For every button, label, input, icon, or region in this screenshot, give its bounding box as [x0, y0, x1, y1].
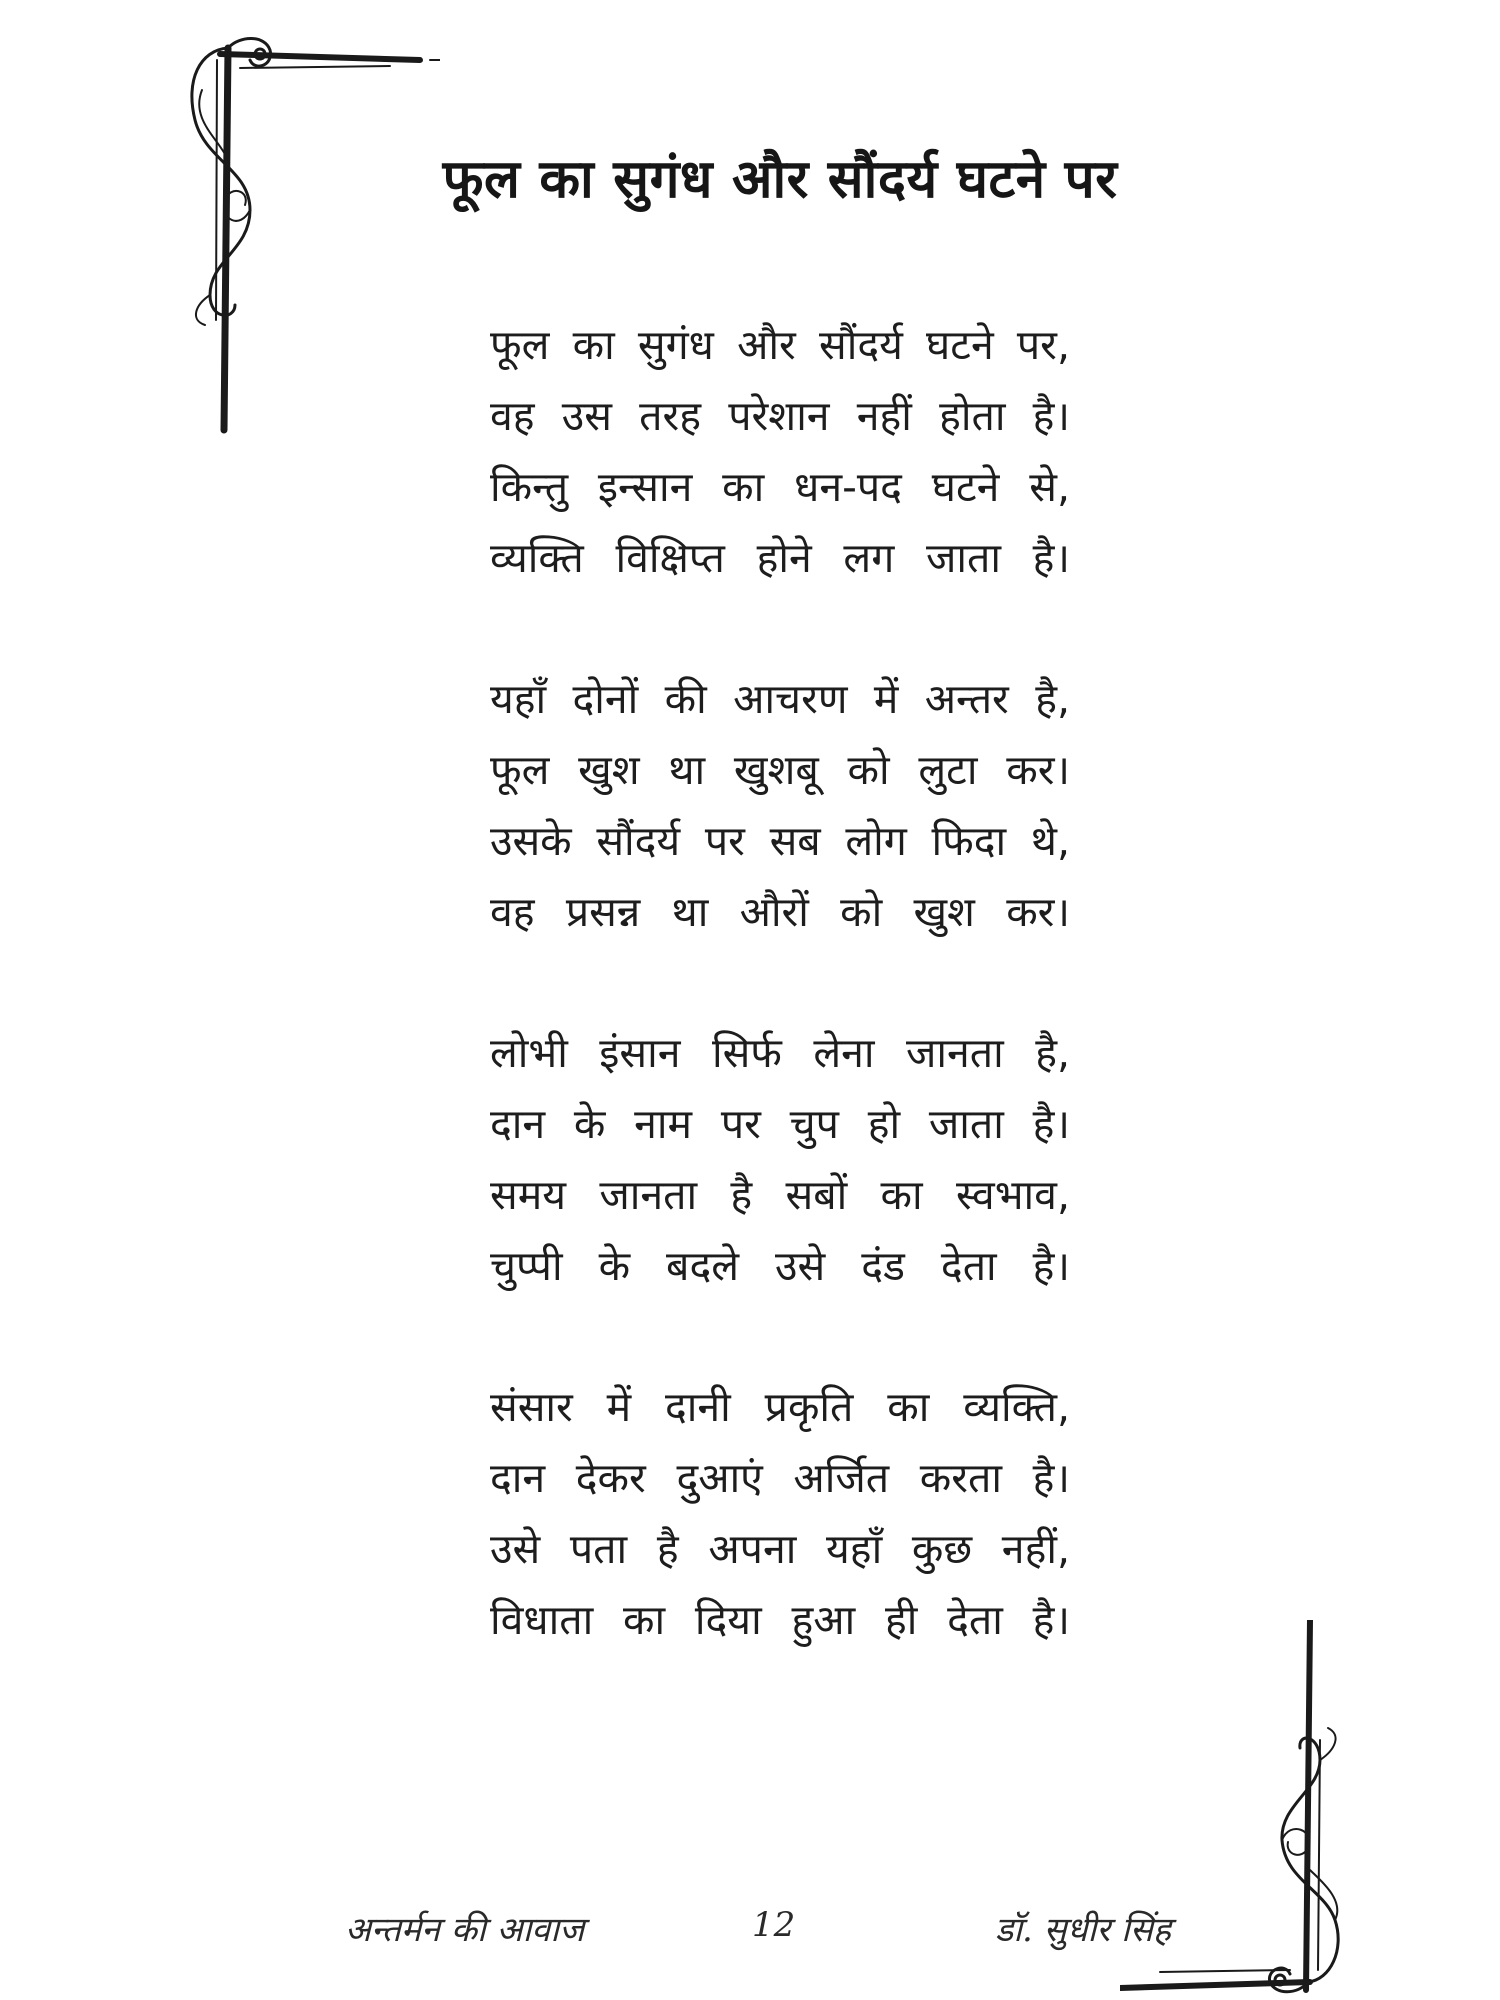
poem-line: लोभी इंसान सिर्फ लेना जानता है, — [490, 1029, 1070, 1077]
poem-line: वह प्रसन्न था औरों को खुश कर। — [490, 888, 1070, 936]
poem-line: समय जानता है सबों का स्वभाव, — [490, 1171, 1070, 1219]
poem-line: दान देकर दुआएं अर्जित करता है। — [490, 1454, 1070, 1502]
stanza-4 — [490, 1372, 1070, 1656]
stanza-1 — [490, 310, 1070, 594]
poem-line: किन्तु इन्सान का धन-पद घटने से, — [490, 463, 1070, 511]
poem-line: फूल खुश था खुशबू को लुटा कर। — [490, 746, 1070, 794]
poem-line: उसके सौंदर्य पर सब लोग फिदा थे, — [490, 817, 1070, 865]
footer-page-number: 12 — [752, 1905, 796, 1945]
poem-line: फूल का सुगंध और सौंदर्य घटने पर, — [490, 321, 1070, 369]
footer-book-title: अन्तर्मन की आवाज — [345, 1910, 585, 1950]
footer-author: डॉ. सुधीर सिंह — [995, 1910, 1171, 1950]
poem-line: व्यक्ति विक्षिप्त होने लग जाता है। — [490, 534, 1070, 582]
poem-line: चुप्पी के बदले उसे दंड देता है। — [490, 1242, 1070, 1290]
poem-line: उसे पता है अपना यहाँ कुछ नहीं, — [490, 1525, 1070, 1573]
stanza-2 — [490, 664, 1070, 948]
poem-line: विधाता का दिया हुआ ही देता है। — [490, 1596, 1070, 1644]
corner-flourish-top-left-icon — [180, 20, 440, 440]
poem-line: संसार में दानी प्रकृति का व्यक्ति, — [490, 1383, 1070, 1431]
stanza-3 — [490, 1018, 1070, 1302]
poem-line: वह उस तरह परेशान नहीं होता है। — [490, 392, 1070, 440]
poem-title: फूल का सुगंध और सौंदर्य घटने पर — [442, 149, 1118, 210]
poem-line: यहाँ दोनों की आचरण में अन्तर है, — [490, 675, 1070, 723]
poem-line: दान के नाम पर चुप हो जाता है। — [490, 1100, 1070, 1148]
corner-flourish-bottom-right-icon — [1120, 1620, 1370, 2000]
poem-body — [490, 310, 1070, 1726]
